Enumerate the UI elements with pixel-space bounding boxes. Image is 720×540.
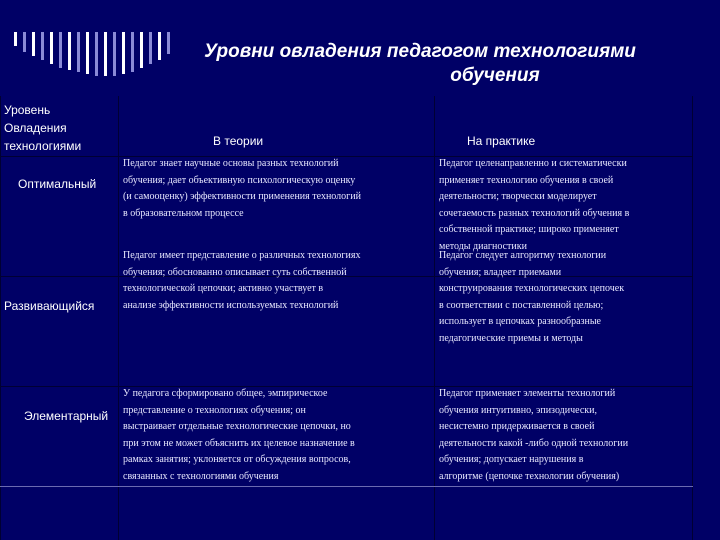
text-line: при этом не может объяснить их целевое назначение в — [123, 437, 355, 449]
text-line: применяет технологию обучения в своей — [439, 174, 614, 186]
header-practice: На практике — [467, 134, 536, 148]
text-line: в соответствии с поставленной целью; — [439, 299, 604, 311]
table-divider-col2 — [434, 96, 435, 540]
text-line: Педагог знает научные основы разных технологий — [123, 158, 339, 169]
text-line: собственной практике; широко применяет — [439, 224, 619, 235]
text-line: рамках занятия; уклоняется от обсуждения вопросов, — [123, 454, 351, 465]
text-line: Педагог применяет элементы технологий — [439, 388, 616, 399]
level-optimal: Оптимальный — [18, 177, 97, 191]
text-line: сочетаемость разных технологий обучения в — [439, 207, 630, 219]
text-line: обучения; обоснованно описывает суть собственной — [123, 266, 347, 278]
text-line: несистемно придерживается в своей — [439, 421, 595, 432]
text-line: методы диагностики — [439, 240, 527, 252]
text-line: обучения; владеет приемами — [439, 266, 562, 278]
text-line: Педагог целенаправленно и систематически — [439, 158, 627, 169]
optimal-theory — [123, 156, 361, 222]
text-line: алгоритме (цепочке технологии обучения) — [439, 470, 620, 482]
level-elementary: Элементарный — [24, 409, 109, 423]
elementary-theory — [123, 386, 355, 485]
optimal-practice — [439, 156, 629, 255]
text-line: Педагог следует алгоритму технологии — [439, 250, 607, 261]
header-corner — [4, 101, 81, 155]
text-line: деятельности; творчески моделирует — [439, 191, 597, 202]
header-corner-line: Уровень — [4, 103, 51, 117]
text-line: представление о технологиях обучения; он — [123, 404, 306, 416]
elementary-practice — [439, 386, 628, 485]
text-line: конструирования технологических цепочек — [439, 283, 625, 294]
text-line: деятельности какой -либо одной технологии — [439, 437, 629, 449]
text-line: в образовательном процессе — [123, 207, 244, 219]
text-line: анализе эффективности используемых технологий — [123, 299, 339, 311]
table-border-left — [0, 96, 1, 540]
text-line: обучения интуитивно, эпизодически, — [439, 404, 597, 416]
text-line: связанных с технологиями обучения — [123, 470, 279, 482]
table-border-right — [692, 96, 693, 540]
header-corner-line: технологиями — [4, 139, 82, 153]
slide-title-line1: Уровни овладения педагогом технологиями — [204, 41, 636, 62]
developing-practice — [439, 248, 624, 347]
text-line: технологической цепочки; активно участвует в — [123, 283, 324, 294]
table-divider-col1 — [118, 96, 119, 540]
header-corner-line: Овладения — [4, 121, 67, 135]
slide-title-line2: обучения — [450, 65, 540, 86]
text-line: У педагога сформировано общее, эмпирическое — [123, 388, 328, 399]
text-line: выстраивает отдельные технологические цепочки, но — [123, 421, 351, 432]
slide-title — [150, 40, 690, 88]
developing-theory — [123, 248, 360, 314]
table-footer-line — [0, 486, 693, 487]
text-line: обучения; допускает нарушения в — [439, 454, 584, 465]
text-line: педагогические приемы и методы — [439, 332, 583, 344]
text-line: обучения; дает объективную психологическую оценку — [123, 174, 356, 186]
levels-table — [0, 96, 693, 540]
text-line: использует в цепочках разнообразные — [439, 316, 601, 327]
text-line: Педагог имеет представление о различных технологиях — [123, 250, 361, 261]
text-line: (и самооценку) эффективности применения технологий — [123, 191, 361, 202]
header-theory: В теории — [213, 134, 264, 148]
level-developing: Развивающийся — [4, 299, 95, 313]
